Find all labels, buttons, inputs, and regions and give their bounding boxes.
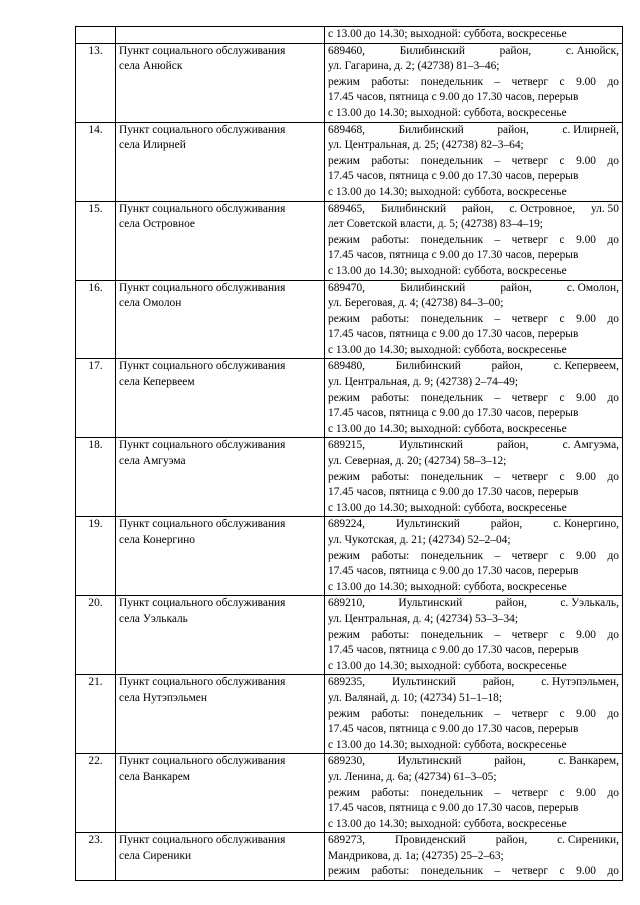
address-line-word: Иультинский (398, 597, 463, 610)
address-schedule (325, 43, 623, 122)
name-line: села Ванкарем (119, 770, 190, 783)
address-line-word: Билибинский (398, 123, 464, 136)
address-line (328, 517, 619, 533)
schedule-line: с 13.00 до 14.30; выходной: суббота, воскресенье (328, 106, 567, 119)
address-line-word: 689235, (328, 676, 366, 689)
schedule-line-word: четверг (511, 707, 549, 720)
schedule-line-word: понедельник (420, 312, 483, 325)
schedule-line-word: с (559, 628, 565, 641)
row-number: 23. (76, 833, 116, 881)
schedule-line-word: четверг (511, 154, 549, 167)
schedule-line-word: понедельник (420, 786, 483, 799)
schedule-line-word: понедельник (420, 233, 483, 246)
table-row (76, 359, 623, 438)
schedule-line: с 13.00 до 14.30; выходной: суббота, воскресенье (328, 659, 567, 672)
name-line: села Омолон (119, 297, 182, 310)
address-line-word: район, (495, 834, 528, 847)
schedule-line-word: до (607, 312, 619, 325)
schedule-line (328, 154, 619, 170)
schedule-line-word: работы: (371, 312, 410, 325)
schedule-line-word: – (494, 549, 501, 562)
address-line-word: 689468, (328, 123, 366, 136)
social-service-points-table (75, 26, 623, 881)
schedule-line-word: – (494, 154, 501, 167)
table-body (76, 27, 623, 881)
address-line (328, 675, 619, 691)
address-line-word: с. Конергино, (553, 518, 619, 531)
service-point-name (116, 201, 325, 280)
address-line: ул. Береговая, д. 4; (42738) 84–3–00; (328, 297, 504, 310)
address-line-word: район, (497, 123, 529, 136)
address-schedule (325, 517, 623, 596)
address-line-word: район, (490, 518, 523, 531)
schedule-line-word: работы: (371, 75, 410, 88)
table-row-continued (76, 27, 623, 44)
service-point-name (116, 833, 325, 881)
schedule-line-word: до (607, 707, 619, 720)
schedule-line-word: с (559, 865, 565, 878)
schedule-line-word: до (607, 233, 619, 246)
address-line: ул. Центральная, д. 25; (42738) 82–3–64; (328, 139, 524, 152)
address-schedule (325, 675, 623, 754)
schedule-line-word: 9.00 (576, 154, 596, 167)
name-line: Пункт социального обслуживания (119, 439, 286, 452)
address-line-word: район, (461, 202, 494, 215)
table-row (76, 438, 623, 517)
address-line-word: 689460, (328, 44, 366, 57)
name-line: села Уэлькаль (119, 612, 188, 625)
address-schedule (325, 201, 623, 280)
name-line: Пункт социального обслуживания (119, 597, 286, 610)
address-line-word: Иультинский (399, 439, 463, 452)
table-row (76, 754, 623, 833)
schedule-line: с 13.00 до 14.30; выходной: суббота, воскресенье (328, 264, 567, 277)
name-line: Пункт социального обслуживания (119, 281, 286, 294)
address-line (328, 754, 619, 770)
schedule-line-word: 9.00 (576, 75, 596, 88)
service-point-name (116, 359, 325, 438)
address-line-word: с. Нутэпэльмен, (541, 676, 619, 689)
schedule-line-word: 9.00 (576, 233, 596, 246)
row-number: 13. (76, 43, 116, 122)
schedule-line: с 13.00 до 14.30; выходной: суббота, воскресенье (328, 580, 567, 593)
address-line: ул. Северная, д. 20; (42734) 58–3–12; (328, 455, 507, 468)
schedule-line-word: четверг (511, 233, 549, 246)
schedule-line-word: – (494, 75, 501, 88)
schedule-line: 17.45 часов, пятница с 9.00 до 17.30 часов, перерыв (328, 249, 579, 262)
address-line-word: с. Илирней, (562, 123, 619, 136)
schedule-line-word: режим (328, 470, 360, 483)
schedule-line: с 13.00 до 14.30; выходной: суббота, воскресенье (328, 343, 567, 356)
name-line: села Островное (119, 218, 195, 231)
schedule-line-word: 9.00 (576, 470, 596, 483)
name-line: Пункт социального обслуживания (119, 202, 286, 215)
address-line-word: ул. 50 (590, 202, 619, 215)
service-point-name (116, 517, 325, 596)
address-line-word: 689215, (328, 439, 366, 452)
schedule-line-word: работы: (371, 786, 410, 799)
name-cell (116, 27, 325, 44)
address-line-word: Билибинский (380, 202, 447, 215)
schedule-line-word: четверг (511, 391, 549, 404)
name-line: села Сиреники (119, 849, 192, 862)
schedule-line (328, 707, 619, 723)
schedule-line-word: режим (328, 154, 360, 167)
service-point-name (116, 43, 325, 122)
address-line: ул. Центральная, д. 9; (42738) 2–74–49; (328, 376, 519, 389)
schedule-line-word: с (559, 470, 565, 483)
schedule-line-word: четверг (511, 786, 549, 799)
schedule-line-word: режим (328, 75, 360, 88)
schedule-line-word: до (607, 549, 619, 562)
row-number: 21. (76, 675, 116, 754)
schedule-line-word: 9.00 (576, 628, 596, 641)
address-line-word: с. Островное, (509, 202, 576, 215)
schedule-line-word: режим (328, 628, 360, 641)
name-line: Пункт социального обслуживания (119, 518, 286, 531)
schedule-line-word: с (559, 549, 565, 562)
schedule-line-word: 9.00 (576, 312, 596, 325)
address-line-word: район, (497, 439, 529, 452)
service-point-name (116, 438, 325, 517)
name-line: Пункт социального обслуживания (119, 755, 286, 768)
schedule-line-word: работы: (371, 549, 410, 562)
name-line: Пункт социального обслуживания (119, 360, 286, 373)
row-number: 22. (76, 754, 116, 833)
address-line (328, 123, 619, 139)
schedule-line-word: работы: (371, 233, 410, 246)
address-schedule (325, 359, 623, 438)
schedule-line: с 13.00 до 14.30; выходной: суббота, воскресенье (328, 817, 567, 830)
address-line-word: район, (499, 44, 532, 57)
name-line: села Кепервеем (119, 376, 195, 389)
name-line: Пункт социального обслуживания (119, 123, 286, 136)
address-line-word: с. Ванкарем, (558, 755, 619, 768)
address-line-word: с. Амгуэма, (562, 439, 619, 452)
table-row (76, 833, 623, 881)
address-line-word: 689273, (328, 834, 366, 847)
address-schedule (325, 833, 623, 881)
row-number: 15. (76, 201, 116, 280)
service-point-name (116, 754, 325, 833)
schedule-line-word: 9.00 (576, 865, 596, 878)
address-line-word: 689210, (328, 597, 366, 610)
address-line-word: с. Омолон, (566, 281, 619, 294)
schedule-line-word: режим (328, 312, 360, 325)
schedule-line-word: до (607, 391, 619, 404)
schedule-line-word: 9.00 (576, 786, 596, 799)
schedule-line (328, 628, 619, 644)
schedule-line-word: четверг (511, 628, 549, 641)
schedule-line (328, 549, 619, 565)
address-line-word: Билибинский (395, 360, 461, 373)
row-number: 17. (76, 359, 116, 438)
schedule-line-word: до (607, 470, 619, 483)
address-line (328, 44, 619, 60)
schedule-line: с 13.00 до 14.30; выходной: суббота, воскресенье (328, 185, 567, 198)
schedule-line: с 13.00 до 14.30; выходной: суббота, воскресенье (328, 738, 567, 751)
schedule-line-word: четверг (511, 549, 549, 562)
name-line: Пункт социального обслуживания (119, 44, 286, 57)
schedule-line-word: с (559, 233, 565, 246)
schedule-line: 17.45 часов, пятница с 9.00 до 17.30 часов, перерыв (328, 723, 579, 736)
address-line-word: с. Сиреники, (557, 834, 619, 847)
address-line-word: с. Кепервеем, (553, 360, 619, 373)
name-line: села Амгуэма (119, 455, 186, 468)
schedule-line: с 13.00 до 14.30; выходной: суббота, воскресенье (328, 422, 567, 435)
schedule-line-word: с (559, 391, 565, 404)
schedule-line (328, 233, 619, 249)
address-schedule (325, 754, 623, 833)
schedule-line-word: понедельник (420, 470, 483, 483)
schedule-line-word: 9.00 (576, 549, 596, 562)
address-schedule (325, 438, 623, 517)
schedule-line-word: с (559, 154, 565, 167)
name-line: Пункт социального обслуживания (119, 834, 286, 847)
schedule-line-word: до (607, 75, 619, 88)
address-line-word: Иультинский (397, 755, 462, 768)
address-line-word: 689470, (328, 281, 366, 294)
document-page (75, 26, 622, 881)
schedule-line-word: – (494, 391, 501, 404)
address-line: ул. Ленина, д. 6а; (42734) 61–3–05; (328, 770, 497, 783)
address-line (328, 833, 619, 849)
schedule-line: 17.45 часов, пятница с 9.00 до 17.30 часов, перерыв (328, 802, 579, 815)
schedule-line-word: до (607, 628, 619, 641)
schedule-line-word: режим (328, 549, 360, 562)
address-line (328, 438, 619, 454)
address-line-word: район, (495, 597, 528, 610)
address-line (328, 596, 619, 612)
schedule-line: 17.45 часов, пятница с 9.00 до 17.30 часов, перерыв (328, 328, 579, 341)
schedule-line-word: понедельник (420, 154, 483, 167)
address-line-word: Провиденский (394, 834, 466, 847)
schedule-line: 17.45 часов, пятница с 9.00 до 17.30 часов, перерыв (328, 486, 579, 499)
address-line-word: район, (491, 360, 524, 373)
table-row (76, 43, 623, 122)
schedule-line-word: до (607, 786, 619, 799)
address-line: ул. Валянай, д. 10; (42734) 51–1–18; (328, 691, 503, 704)
schedule-line-word: работы: (371, 707, 410, 720)
schedule-line-word: – (494, 470, 501, 483)
address-line-word: с. Анюйск, (565, 44, 619, 57)
address-line-word: 689465, (328, 202, 366, 215)
schedule-line-word: 9.00 (576, 707, 596, 720)
schedule-line: 17.45 часов, пятница с 9.00 до 17.30 часов, перерыв (328, 91, 579, 104)
schedule-line-word: понедельник (420, 75, 483, 88)
row-number: 20. (76, 596, 116, 675)
schedule-line: с 13.00 до 14.30; выходной: суббота, воскресенье (328, 28, 567, 40)
address-schedule (325, 596, 623, 675)
address-line-word: 689224, (328, 518, 366, 531)
schedule-line: с 13.00 до 14.30; выходной: суббота, воскресенье (328, 501, 567, 514)
schedule-line-word: до (607, 865, 619, 878)
schedule-line-word: режим (328, 786, 360, 799)
schedule-line-word: режим (328, 865, 360, 878)
table-row (76, 280, 623, 359)
address-schedule (325, 280, 623, 359)
schedule-line (328, 75, 619, 91)
name-line: села Анюйск (119, 60, 183, 73)
address-line-word: с. Уэлькаль, (560, 597, 619, 610)
address-line: ул. Центральная, д. 4; (42734) 53–3–34; (328, 612, 519, 625)
schedule-line-word: – (494, 628, 501, 641)
schedule-line-word: работы: (371, 391, 410, 404)
address-line (328, 281, 619, 297)
schedule-line-word: четверг (511, 470, 549, 483)
schedule-line-word: работы: (371, 470, 410, 483)
address-line-word: Иультинский (392, 676, 456, 689)
schedule-line-word: с (559, 312, 565, 325)
row-number: 19. (76, 517, 116, 596)
address-line-word: 689230, (328, 755, 366, 768)
schedule-line: 17.45 часов, пятница с 9.00 до 17.30 часов, перерыв (328, 170, 579, 183)
table-row (76, 122, 623, 201)
schedule-line-word: с (559, 786, 565, 799)
address-line: ул. Гагарина, д. 2; (42738) 81–3–46; (328, 60, 500, 73)
schedule-line-word: понедельник (420, 391, 483, 404)
schedule-line (328, 470, 619, 486)
address-line (328, 202, 619, 218)
service-point-name (116, 675, 325, 754)
schedule-line-word: понедельник (420, 707, 483, 720)
address-line-word: район, (482, 676, 515, 689)
address-line-word: район, (494, 755, 526, 768)
address-line-word: район, (500, 281, 532, 294)
table-row (76, 675, 623, 754)
address-line-word: Билибинский (399, 44, 465, 57)
schedule-line-word: с (559, 707, 565, 720)
schedule-line-word: режим (328, 391, 360, 404)
address-line-word: 689480, (328, 360, 366, 373)
table-row (76, 201, 623, 280)
row-number: 18. (76, 438, 116, 517)
address-line: ул. Чукотская, д. 21; (42734) 52–2–04; (328, 534, 511, 546)
name-line: Пункт социального обслуживания (119, 676, 286, 689)
schedule-line-word: работы: (371, 865, 410, 878)
schedule-line-word: работы: (371, 154, 410, 167)
schedule-line (328, 786, 619, 802)
schedule-line-word: работы: (371, 628, 410, 641)
address-line: Мандрикова, д. 1а; (42735) 25–2–63; (328, 849, 504, 862)
schedule-line-word: 9.00 (576, 391, 596, 404)
address-schedule (325, 122, 623, 201)
schedule-line (328, 864, 619, 880)
row-number: 14. (76, 122, 116, 201)
schedule-line-word: – (494, 786, 501, 799)
row-number-cell (76, 27, 116, 44)
schedule-line-word: режим (328, 233, 360, 246)
schedule-line (328, 391, 619, 407)
address-line (328, 359, 619, 375)
service-point-name (116, 122, 325, 201)
schedule-line-word: – (494, 312, 501, 325)
schedule-line-word: понедельник (420, 549, 483, 562)
schedule-line: 17.45 часов, пятница с 9.00 до 17.30 часов, перерыв (328, 644, 579, 657)
schedule-line-word: четверг (511, 312, 549, 325)
name-line: села Конергино (119, 534, 195, 546)
schedule-line-word: – (494, 865, 501, 878)
schedule-line-word: четверг (511, 75, 549, 88)
address-line: лет Советской власти, д. 5; (42738) 83–4–19; (328, 218, 543, 231)
schedule-line-word: до (607, 154, 619, 167)
schedule-line: 17.45 часов, пятница с 9.00 до 17.30 часов, перерыв (328, 407, 579, 420)
address-line-word: Иультинский (396, 518, 460, 531)
schedule-line-word: – (494, 707, 501, 720)
name-line: села Нутэпэльмен (119, 691, 207, 704)
name-line: села Илирней (119, 139, 186, 152)
schedule-line-word: с (559, 75, 565, 88)
table-row (76, 517, 623, 596)
schedule-line-word: понедельник (420, 628, 483, 641)
row-number: 16. (76, 280, 116, 359)
table-row (76, 596, 623, 675)
schedule-line-word: – (494, 233, 501, 246)
schedule-line-word: четверг (511, 865, 549, 878)
info-cell (325, 27, 623, 44)
service-point-name (116, 280, 325, 359)
schedule-line-word: понедельник (420, 865, 483, 878)
schedule-line: 17.45 часов, пятница с 9.00 до 17.30 часов, перерыв (328, 565, 579, 578)
schedule-line-word: режим (328, 707, 360, 720)
service-point-name (116, 596, 325, 675)
address-line-word: Билибинский (400, 281, 466, 294)
schedule-line (328, 312, 619, 328)
